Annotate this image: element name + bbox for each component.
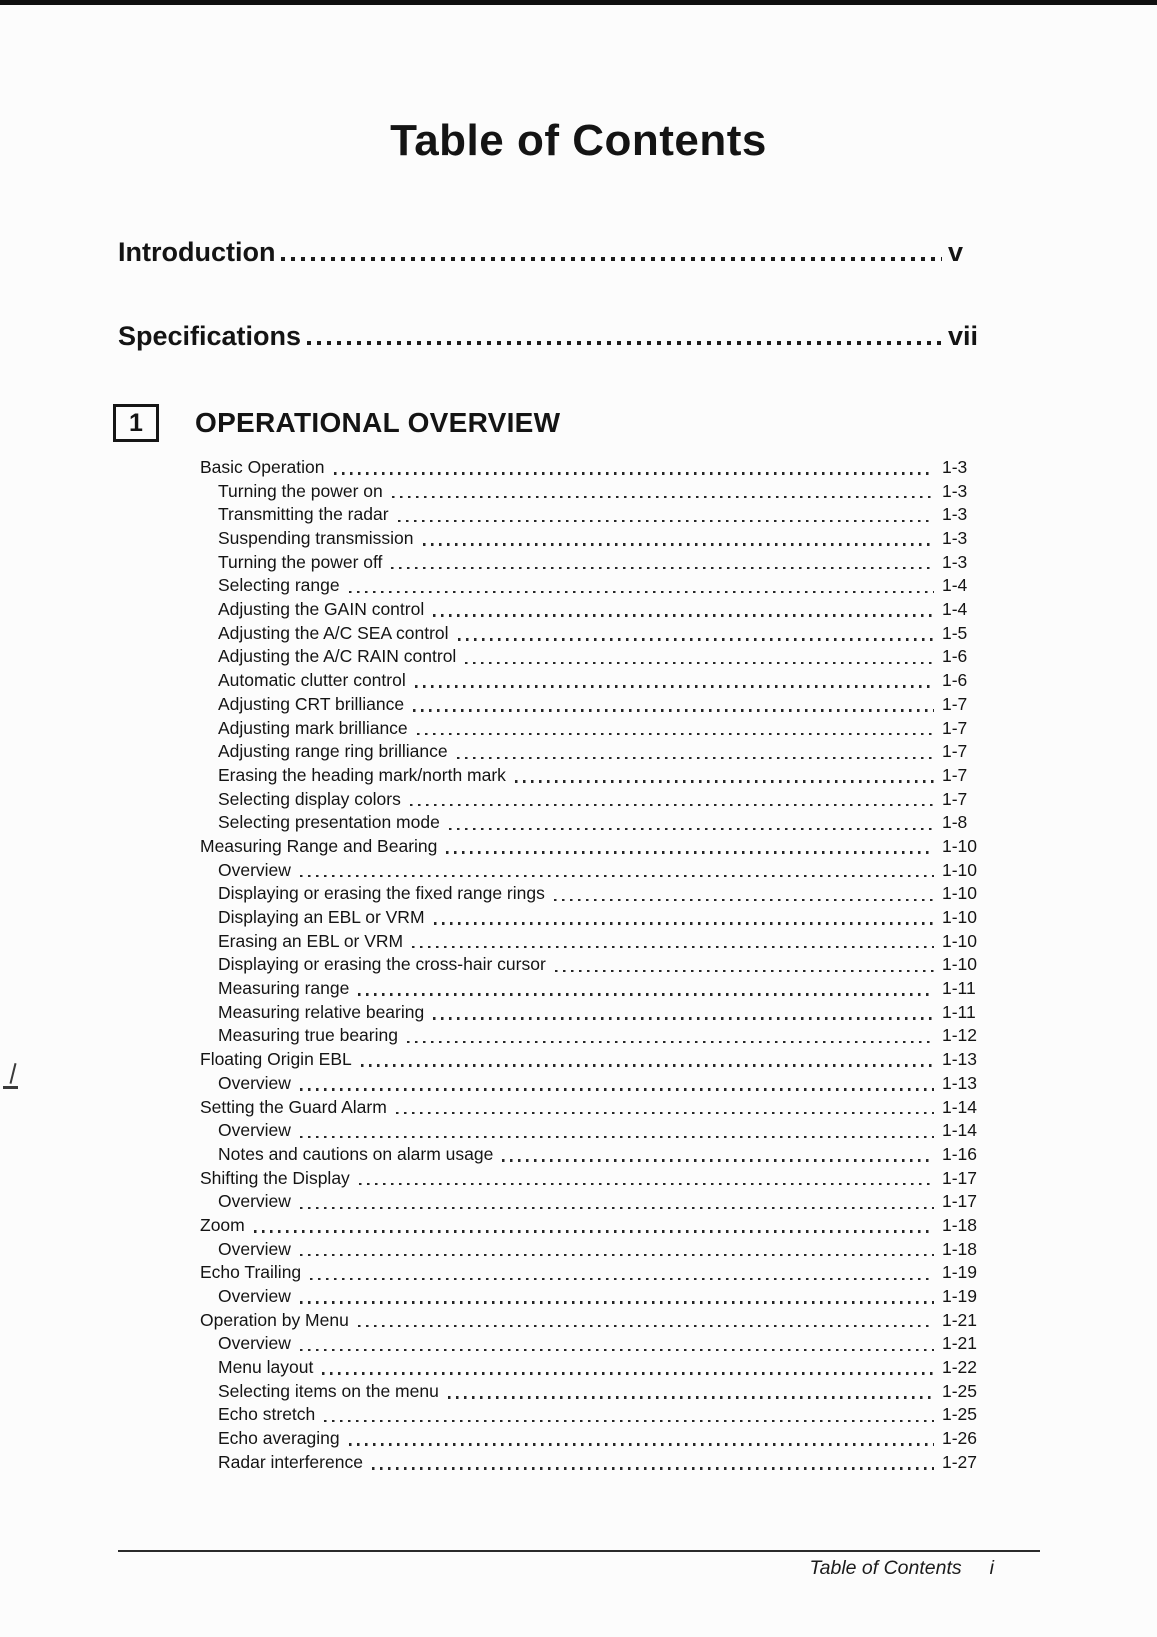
toc-entry-label: Turning the power off <box>218 551 383 572</box>
toc-entry <box>200 1309 990 1333</box>
toc-entry-page: 1-6 <box>942 670 968 691</box>
toc-entry-label: Radar interference <box>218 1451 363 1472</box>
dot-leader <box>457 757 934 759</box>
toc-entry <box>200 1451 990 1475</box>
toc-entry-label: Measuring relative bearing <box>218 1001 425 1022</box>
toc-entry-page: 1-10 <box>942 907 978 928</box>
dot-leader <box>300 1301 934 1303</box>
toc-entry-page: 1-22 <box>942 1357 978 1378</box>
toc-entry-label: Suspending transmission <box>218 528 414 549</box>
toc-entry-page: 1-10 <box>942 859 978 880</box>
toc-entry-label: Floating Origin EBL <box>200 1049 352 1070</box>
dot-leader <box>372 1467 934 1469</box>
toc-entry <box>200 1025 990 1049</box>
dot-leader <box>324 1420 934 1422</box>
dot-leader <box>413 709 934 711</box>
dot-leader <box>554 899 934 901</box>
toc-entry-page: 1-27 <box>942 1451 978 1472</box>
page-title: Table of Contents <box>390 116 767 165</box>
toc-entry-page: 1-13 <box>942 1049 978 1070</box>
toc-entry-page: 1-10 <box>942 930 978 951</box>
dot-leader <box>300 1349 934 1351</box>
toc-entry <box>200 693 990 717</box>
dot-leader <box>322 1372 934 1374</box>
toc-entry <box>200 1190 990 1214</box>
toc-entry-label: Displaying or erasing the cross-hair cursor <box>218 954 546 975</box>
toc-entry <box>200 811 990 835</box>
chapter-number: 1 <box>129 408 143 437</box>
toc-entry <box>200 953 990 977</box>
toc-entry <box>200 1427 990 1451</box>
toc-entry <box>200 1072 990 1096</box>
toc-entry <box>200 1380 990 1404</box>
pencil-mark-stroke <box>9 1063 16 1084</box>
toc-entry-label: Erasing the heading mark/north mark <box>218 764 506 785</box>
toc-entry-label: Overview <box>218 1286 291 1307</box>
footer-rule <box>118 1550 1040 1552</box>
toc-entry <box>200 1285 990 1309</box>
toc-entry-introduction <box>118 236 990 268</box>
dot-leader <box>448 1396 934 1398</box>
toc-entry-page: 1-8 <box>942 812 968 833</box>
toc-entry-list <box>200 456 990 1475</box>
toc-entry <box>200 1001 990 1025</box>
dot-leader <box>307 341 942 345</box>
toc-entry-label: Measuring true bearing <box>218 1025 398 1046</box>
toc-entry-label: Adjusting the A/C RAIN control <box>218 646 457 667</box>
toc-entry-label: Selecting display colors <box>218 788 401 809</box>
toc-entry-label: Overview <box>218 1191 291 1212</box>
toc-entry-label: Measuring Range and Bearing <box>200 835 438 856</box>
toc-entry <box>200 574 990 598</box>
toc-entry <box>200 717 990 741</box>
toc-entry-page: 1-4 <box>942 575 968 596</box>
dot-leader <box>300 1207 934 1209</box>
toc-entry <box>200 646 990 670</box>
toc-entry-label: Automatic clutter control <box>218 670 406 691</box>
dot-leader <box>407 1041 934 1043</box>
dot-leader <box>358 1325 934 1327</box>
dot-leader <box>502 1159 934 1161</box>
dot-leader <box>300 1136 934 1138</box>
footer-page-number: i <box>989 1557 994 1579</box>
toc-entry-label: Notes and cautions on alarm usage <box>218 1143 494 1164</box>
toc-entry <box>200 598 990 622</box>
toc-entry <box>200 669 990 693</box>
toc-entry-page: 1-10 <box>942 954 978 975</box>
toc-entry-page: 1-7 <box>942 764 968 785</box>
dot-leader <box>392 496 934 498</box>
dot-leader <box>446 851 934 853</box>
dot-leader <box>358 993 934 995</box>
toc-entry-specifications <box>118 320 990 352</box>
dot-leader <box>398 520 934 522</box>
toc-entry-page: 1-17 <box>942 1191 978 1212</box>
dot-leader <box>361 1064 934 1066</box>
toc-entry-page: 1-11 <box>942 1001 976 1022</box>
toc-entry-page: 1-7 <box>942 717 968 738</box>
toc-entry-label: Shifting the Display <box>200 1167 350 1188</box>
toc-entry <box>200 1167 990 1191</box>
toc-entry-page: 1-19 <box>942 1262 978 1283</box>
toc-entry <box>200 906 990 930</box>
toc-entry-page: 1-11 <box>942 978 976 999</box>
toc-entry <box>200 977 990 1001</box>
toc-entry-page: vii <box>948 321 979 351</box>
toc-entry <box>200 503 990 527</box>
toc-entry <box>200 1261 990 1285</box>
dot-leader <box>515 780 934 782</box>
toc-entry-label: Echo Trailing <box>200 1262 302 1283</box>
toc-entry <box>200 551 990 575</box>
pencil-mark-underline <box>3 1086 18 1089</box>
toc-entry <box>200 1143 990 1167</box>
toc-entry-page: 1-25 <box>942 1404 978 1425</box>
toc-entry <box>200 1119 990 1143</box>
toc-entry <box>200 764 990 788</box>
dot-leader <box>310 1278 934 1280</box>
toc-entry-page: 1-3 <box>942 528 968 549</box>
toc-entry-label: Turning the power on <box>218 480 383 501</box>
dot-leader <box>349 1443 934 1445</box>
dot-leader <box>423 543 934 545</box>
toc-entry-page: 1-7 <box>942 693 968 714</box>
toc-entry-page: v <box>948 237 964 267</box>
toc-entry-label: Selecting range <box>218 575 340 596</box>
toc-entry-page: 1-18 <box>942 1214 978 1235</box>
toc-entry-label: Menu layout <box>218 1357 314 1378</box>
scan-edge-artifact <box>0 0 1157 5</box>
dot-leader <box>254 1230 934 1232</box>
dot-leader <box>433 1017 934 1019</box>
toc-entry-page: 1-13 <box>942 1072 978 1093</box>
toc-entry <box>200 1332 990 1356</box>
toc-entry-label: Setting the Guard Alarm <box>200 1096 387 1117</box>
toc-entry-page: 1-6 <box>942 646 968 667</box>
dot-leader <box>410 804 934 806</box>
toc-entry-page: 1-19 <box>942 1286 978 1307</box>
toc-entry-label: Measuring range <box>218 978 350 999</box>
footer-label: Table of Contents <box>809 1557 962 1579</box>
dot-leader <box>391 567 934 569</box>
toc-entry-label: Overview <box>218 1120 291 1141</box>
toc-entry-label: Echo averaging <box>218 1428 340 1449</box>
toc-entry-label: Adjusting CRT brilliance <box>218 693 405 714</box>
toc-entry-label: Erasing an EBL or VRM <box>218 930 404 951</box>
toc-entry <box>200 788 990 812</box>
chapter-title: OPERATIONAL OVERVIEW <box>195 407 561 438</box>
toc-entry <box>200 740 990 764</box>
dot-leader <box>417 733 934 735</box>
dot-leader <box>555 970 934 972</box>
toc-entry-label: Echo stretch <box>218 1404 316 1425</box>
toc-entry-label: Displaying or erasing the fixed range rings <box>218 883 545 904</box>
toc-entry-page: 1-16 <box>942 1143 978 1164</box>
dot-leader <box>458 638 934 640</box>
toc-entry-label: Adjusting range ring brilliance <box>218 741 448 762</box>
dot-leader <box>412 946 934 948</box>
toc-entry <box>200 1096 990 1120</box>
chapter-number-box <box>113 404 159 442</box>
toc-entry-label: Specifications <box>118 321 302 351</box>
toc-entry <box>200 1048 990 1072</box>
toc-entry-label: Zoom <box>200 1214 245 1235</box>
toc-entry <box>200 930 990 954</box>
dot-leader <box>300 1254 934 1256</box>
toc-entry-label: Overview <box>218 1072 291 1093</box>
toc-entry <box>200 859 990 883</box>
toc-entry-page: 1-25 <box>942 1380 978 1401</box>
toc-entry-label: Overview <box>218 1333 291 1354</box>
toc-entry-label: Introduction <box>118 237 276 267</box>
pencil-mark-icon <box>3 1062 23 1096</box>
toc-entry-page: 1-21 <box>942 1333 978 1354</box>
toc-entry-page: 1-21 <box>942 1309 978 1330</box>
toc-entry-label: Displaying an EBL or VRM <box>218 907 425 928</box>
dot-leader <box>349 591 934 593</box>
toc-entry-label: Basic Operation <box>200 456 325 477</box>
toc-entry-label: Selecting presentation mode <box>218 812 440 833</box>
chapter-heading <box>113 404 1157 442</box>
toc-entry-page: 1-10 <box>942 835 978 856</box>
dot-leader <box>300 875 934 877</box>
toc-entry-label: Transmitting the radar <box>218 504 389 525</box>
dot-leader <box>359 1183 934 1185</box>
toc-entry-page: 1-5 <box>942 622 968 643</box>
toc-entry <box>200 622 990 646</box>
toc-entry <box>200 835 990 859</box>
dot-leader <box>300 1088 934 1090</box>
front-sections <box>118 236 990 352</box>
page-footer <box>118 1550 1040 1580</box>
toc-entry-page: 1-7 <box>942 741 968 762</box>
toc-entry-page: 1-26 <box>942 1428 978 1449</box>
toc-entry-label: Adjusting the A/C SEA control <box>218 622 449 643</box>
dot-leader <box>415 685 934 687</box>
toc-entry <box>200 480 990 504</box>
toc-entry <box>200 1214 990 1238</box>
dot-leader <box>449 828 934 830</box>
toc-entry-label: Overview <box>218 859 291 880</box>
toc-entry-label: Selecting items on the menu <box>218 1380 439 1401</box>
footer-text <box>118 1557 1040 1580</box>
dot-leader <box>433 614 934 616</box>
toc-entry-label: Adjusting mark brilliance <box>218 717 408 738</box>
dot-leader <box>281 257 942 261</box>
toc-entry-label: Operation by Menu <box>200 1309 349 1330</box>
toc-entry <box>200 882 990 906</box>
toc-entry-label: Overview <box>218 1238 291 1259</box>
toc-entry-page: 1-17 <box>942 1167 978 1188</box>
toc-entry-page: 1-3 <box>942 456 968 477</box>
toc-entry-label: Adjusting the GAIN control <box>218 599 425 620</box>
toc-entry-page: 1-7 <box>942 788 968 809</box>
dot-leader <box>465 662 934 664</box>
toc-entry <box>200 1356 990 1380</box>
toc-entry-page: 1-14 <box>942 1120 978 1141</box>
toc-entry-page: 1-18 <box>942 1238 978 1259</box>
toc-entry <box>200 527 990 551</box>
toc-entry-page: 1-3 <box>942 480 968 501</box>
toc-entry <box>200 1404 990 1428</box>
dot-leader <box>334 472 934 474</box>
toc-entry-page: 1-3 <box>942 504 968 525</box>
toc-entry <box>200 456 990 480</box>
dot-leader <box>434 922 934 924</box>
toc-entry <box>200 1238 990 1262</box>
toc-entry-page: 1-3 <box>942 551 968 572</box>
toc-entry-page: 1-12 <box>942 1025 978 1046</box>
toc-entry-page: 1-4 <box>942 599 968 620</box>
toc-entry-page: 1-10 <box>942 883 978 904</box>
toc-entry-page: 1-14 <box>942 1096 978 1117</box>
dot-leader <box>396 1112 934 1114</box>
